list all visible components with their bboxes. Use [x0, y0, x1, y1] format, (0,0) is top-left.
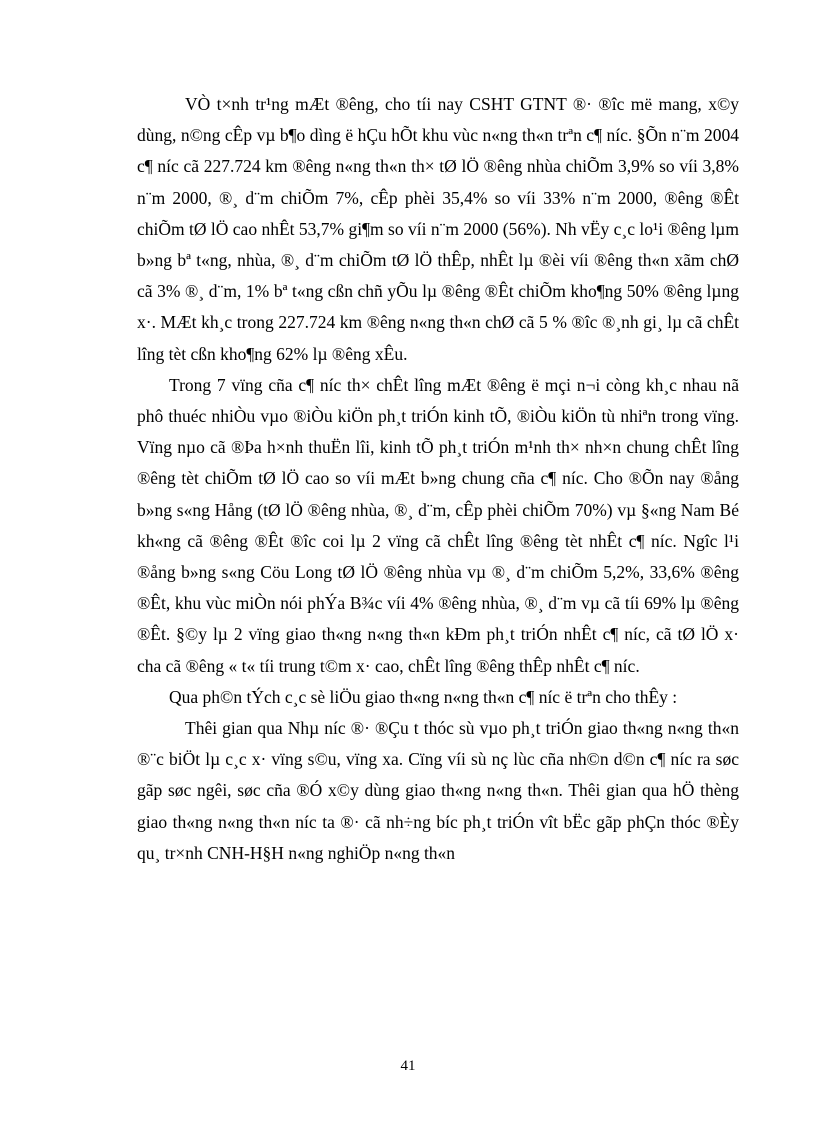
- page-number: 41: [400, 1058, 416, 1074]
- paragraph-regional-quality: Trong 7 vïng cña c¶ níc th× chÊt lîng mÆt ®êng ë mçi n¬i còng kh¸c nhau nã phô thuéc nhiÒu vµo ®iÒu kiÖn ph¸t triÓn kinh tÕ, ®iÒu kiÖn tù nhiªn trong vïng. Vïng nµo cã ®Þa h×nh thuËn lîi, kinh tÕ ph¸t triÓn m¹nh th× nh×n chung chÊt lîng ®êng tèt chiÕm tØ lÖ cao so víi mÆt b»ng chung cña c¶ níc. Cho ®Õn nay ®ång b»ng s«ng Hång (tØ lÖ ®êng nhùa, ®¸ d¨m, cÊp phèi chiÕm 70%) vµ §«ng Nam Bé kh«ng cã ®êng ®Êt ®îc coi lµ 2 vïng cã chÊt lîng ®êng tèt nhÊt c¶ níc. Ngîc l¹i ®ång b»ng s«ng Cöu Long tØ lÖ ®êng nhùa vµ ®¸ d¨m chiÕm 5,2%, 33,6% ®êng ®Êt, khu vùc miÒn nói phÝa B¾c víi 4% ®êng nhùa, ®¸ d¨m vµ cã tíi 69% lµ ®êng ®Êt. §©y lµ 2 vïng giao th«ng n«ng th«n kÐm ph¸t triÓn nhÊt c¶ níc, cã tØ lÖ x· cha cã ®êng « t« tíi trung t©m x· cao, chÊt lîng ®êng thÊp nhÊt c¶ níc.: [137, 374, 739, 676]
- paragraph-road-surface: VÒ t×nh tr¹ng mÆt ®êng, cho tíi nay CSHT GTNT ®· ®îc më mang, x©y dùng, n©ng cÊp vµ b¶o dìng ë hÇu hÕt khu vùc n«ng th«n trªn c¶ níc. §Õn n¨m 2004 c¶ níc cã 227.724 km ®êng n«ng th«n th× tØ lÖ ®êng nhùa chiÕm 3,9% so víi 3,8% n¨m 2000, ®¸ d¨m chiÕm 7%, cÊp phèi 35,4% so víi 33% n¨m 2000, ®êng ®Êt chiÕm tØ lÖ cao nhÊt 53,7% gi¶m so víi n¨m 2000 (56%). Nh vËy c¸c lo¹i ®êng lµm b»ng bª t«ng, nhùa, ®¸ d¨m chiÕm tØ lÖ thÊp, nhÊt lµ ®èi víi ®êng th«n xãm chØ cã 3% ®¸ d¨m, 1% bª t«ng cßn chñ yÕu lµ ®êng ®Êt chiÕm kho¶ng 50% ®êng lµng x·. MÆt kh¸c trong 227.724 km ®êng n«ng th«n chØ cã 5 % ®îc ®¸nh gi¸ lµ cã chÊt lîng tèt cßn kho¶ng 62% lµ ®êng xÊu.: [137, 94, 739, 364]
- body-text: [137, 89, 739, 869]
- paragraph-analysis-intro: Qua ph©n tÝch c¸c sè liÖu giao th«ng n«ng th«n c¶ níc ë trªn cho thÊy :: [169, 686, 678, 707]
- paragraph-conclusion: Thêi gian qua Nhµ níc ®· ®Çu t thóc sù vµo ph¸t triÓn giao th«ng n«ng th«n ®¨c biÖt lµ c¸c x· vïng s©u, vïng xa. Cïng víi sù nç lùc cña nh©n d©n c¶ níc ra søc gãp søc ngêi, søc cña ®Ó x©y dùng giao th«ng n«ng th«n. Thêi gian qua hÖ thèng giao th«ng n«ng th«n níc ta ®· cã nh÷ng bíc ph¸t triÓn vît bËc gãp phÇn thóc ®Èy qu¸ tr×nh CNH-H§H n«ng nghiÖp n«ng th«n: [137, 718, 739, 863]
